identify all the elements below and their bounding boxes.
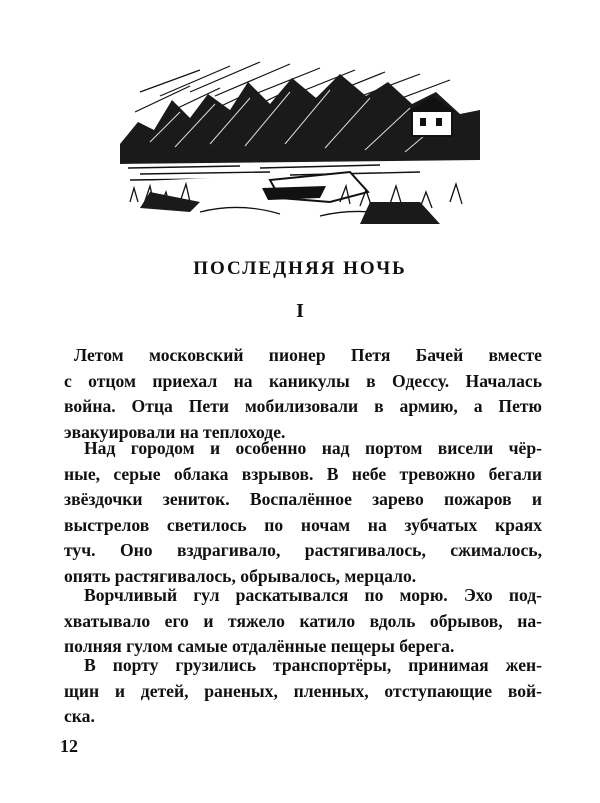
paragraph-line: полняя гулом самые отдалённые пещеры берега. (64, 636, 455, 656)
paragraph-line: туч. Оно вздрагивало, растягивалось, сжималось, (64, 540, 542, 560)
chapter-title: ПОСЛЕДНЯЯ НОЧЬ (193, 258, 407, 279)
paragraph-line: хватывало его и тяжело катило вдоль обрывов, на- (64, 610, 542, 631)
paragraph-4 (64, 653, 542, 730)
landscape-illustration (120, 52, 480, 224)
paragraph-line: эвакуировали на теплоходе. (64, 421, 286, 442)
paragraph-line: война. Отца Пети мобилизовали в армию, а Петю (64, 396, 542, 416)
paragraph-line: опять растягивалось, обрывалось, мерцало. (64, 565, 417, 586)
paragraph-2 (64, 436, 542, 589)
paragraph-line: ска. (64, 706, 95, 726)
paragraph-line: звёздочки зениток. Воспалённое зарево пожаров и (64, 489, 542, 509)
landscape-illustration-drawing (120, 52, 480, 224)
page-number: 12 (60, 736, 78, 756)
paragraph-line: с отцом приехал на каникулы в Одессу. Началась (64, 370, 542, 391)
paragraph-line: Над городом и особенно над портом висели чёр- (84, 438, 542, 458)
paragraph-line: ные, серые облака взрывов. В небе тревожно бегали (64, 463, 542, 484)
paragraph-line: Летом московский пионер Петя Бачей вместе (74, 345, 542, 365)
paragraph-1 (64, 343, 542, 445)
section-number: I (296, 300, 304, 322)
paragraph-3 (64, 583, 542, 660)
paragraph-line: выстрелов светилось по ночам на зубчатых краях (64, 514, 542, 535)
paragraph-line: Ворчливый гул раскатывался по морю. Эхо под- (84, 585, 542, 605)
paragraph-line: щин и детей, раненых, пленных, отступающие вой- (64, 680, 542, 701)
paragraph-line: В порту грузились транспортёры, принимая жен- (84, 655, 542, 675)
